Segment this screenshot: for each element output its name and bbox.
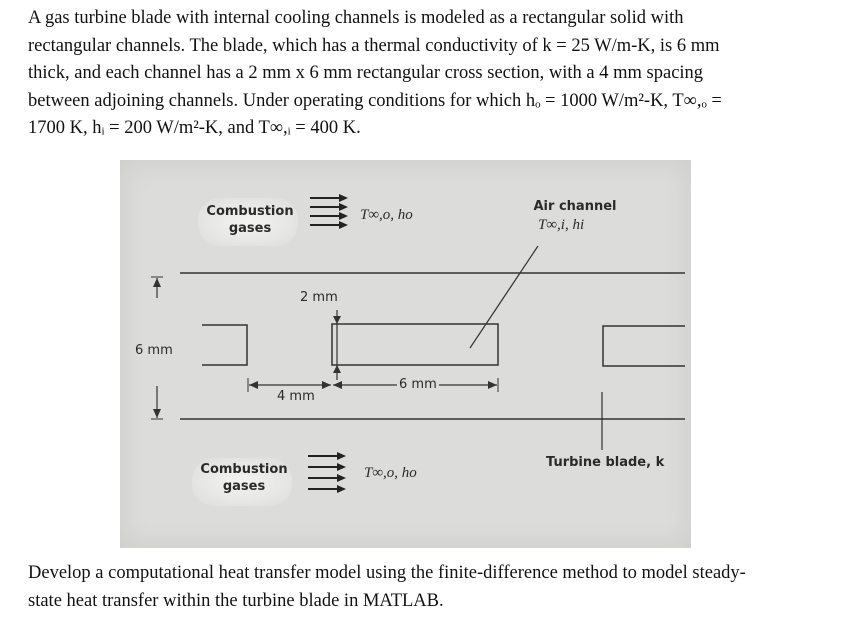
channel-left xyxy=(202,325,247,365)
top-condition-label: T∞,o, ho xyxy=(360,207,413,223)
problem-line-5: 1700 K, hᵢ = 200 W/m²-K, and T∞,ᵢ = 400 K. xyxy=(28,118,361,138)
dim-2mm-label: 2 mm xyxy=(300,290,338,305)
dim-4mm-label: 4 mm xyxy=(277,389,315,404)
channel-right xyxy=(603,326,685,366)
task-line-1: Develop a computational heat transfer model using the finite-difference method to model steady- xyxy=(28,563,746,583)
dim-6mm-horizontal-label: 6 mm xyxy=(399,377,437,392)
top-combustion-label: Combustion gases xyxy=(206,204,294,236)
task-line-2: state heat transfer within the turbine blade in MATLAB. xyxy=(28,590,444,611)
problem-line-1: A gas turbine blade with internal cooling channels is modeled as a rectangular solid with xyxy=(28,8,684,28)
turbine-blade-figure xyxy=(120,160,691,548)
problem-line-4: between adjoining channels. Under operating conditions for which hₒ = 1000 W/m²-K, T∞,ₒ = xyxy=(28,90,722,111)
top-flow-arrows xyxy=(310,194,348,229)
turbine-blade-label: Turbine blade, k xyxy=(546,455,665,470)
problem-line-3: thick, and each channel has a 2 mm x 6 mm rectangular cross section, with a 4 mm spacing xyxy=(28,63,704,83)
problem-line-2: rectangular channels. The blade, which has a thermal conductivity of k = 25 W/m-K, is 6 mm xyxy=(28,35,720,56)
bottom-combustion-label: Combustion gases xyxy=(200,462,288,494)
bottom-flow-arrows xyxy=(308,452,346,493)
air-channel-condition: T∞,i, hi xyxy=(538,217,585,233)
dim-6mm-vertical-label: 6 mm xyxy=(135,343,173,358)
problem-statement xyxy=(28,5,818,143)
task-statement xyxy=(28,560,818,615)
bottom-condition-label: T∞,o, ho xyxy=(364,465,417,481)
channel-middle xyxy=(332,324,498,365)
air-channel-leader xyxy=(470,246,538,348)
air-channel-label: Air channel xyxy=(533,199,617,214)
